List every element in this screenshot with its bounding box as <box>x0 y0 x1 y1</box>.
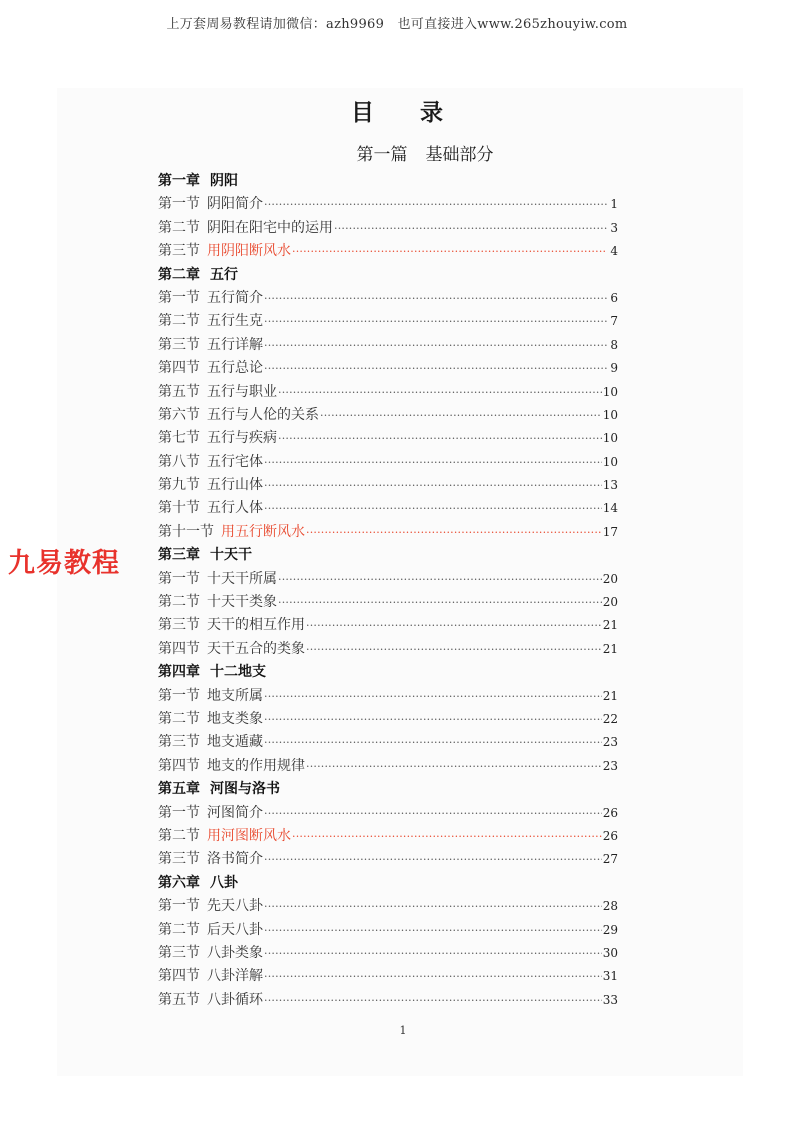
toc-entry[interactable] <box>158 614 618 637</box>
page-ref: 13 <box>602 478 618 493</box>
toc-chapter <box>158 544 618 567</box>
section-title: 十天干所属 <box>207 570 277 587</box>
toc-chapter <box>158 778 618 801</box>
section-number: 第二节 <box>158 827 200 844</box>
dot-leader <box>320 404 602 427</box>
section-number: 第三节 <box>158 734 200 751</box>
page-ref: 4 <box>610 244 618 259</box>
toc-entry[interactable] <box>158 427 618 450</box>
page-ref: 6 <box>610 290 618 305</box>
section-number: 第一节 <box>158 804 200 821</box>
dot-leader <box>264 357 607 380</box>
dot-leader <box>306 521 602 544</box>
page-ref: 21 <box>602 618 618 633</box>
watermark-logo: 九易教程 <box>8 548 120 579</box>
section-number: 第五节 <box>158 383 200 400</box>
dot-leader <box>264 497 602 520</box>
section-title: 地支所属 <box>207 687 263 704</box>
dot-leader <box>264 334 607 357</box>
page-ref: 20 <box>602 595 618 610</box>
toc-entry[interactable] <box>158 802 618 825</box>
section-number: 第七节 <box>158 430 200 447</box>
page-ref: 27 <box>602 852 618 867</box>
section-number: 第九节 <box>158 477 200 494</box>
page-ref: 17 <box>602 524 618 539</box>
section-title: 洛书简介 <box>207 851 263 868</box>
dot-leader <box>264 942 602 965</box>
section-number: 第二节 <box>158 921 200 938</box>
dot-leader <box>264 965 602 988</box>
dot-leader <box>264 895 602 918</box>
page-ref: 10 <box>602 431 618 446</box>
section-number: 第一节 <box>158 898 200 915</box>
toc-entry[interactable] <box>158 217 618 240</box>
page-ref: 9 <box>610 361 618 376</box>
dot-leader <box>264 802 602 825</box>
page-ref: 10 <box>602 407 618 422</box>
title-char-1: 目 <box>351 99 374 126</box>
toc-entry[interactable] <box>158 334 618 357</box>
page-ref: 20 <box>602 571 618 586</box>
toc-entry[interactable] <box>158 965 618 988</box>
dot-leader <box>334 217 607 240</box>
chapter-title: 十天干 <box>210 547 252 564</box>
section-number: 第六节 <box>158 406 200 423</box>
dot-leader <box>278 381 602 404</box>
section-number: 第三节 <box>158 336 200 353</box>
section-number: 第十一节 <box>158 523 214 540</box>
page-ref: 10 <box>602 384 618 399</box>
section-title: 地支遁藏 <box>207 734 263 751</box>
chapter-number: 第五章 <box>158 781 200 798</box>
section-title: 八卦洋解 <box>207 968 263 985</box>
dot-leader <box>292 240 607 263</box>
dot-leader <box>264 685 602 708</box>
section-number: 第二节 <box>158 313 200 330</box>
dot-leader <box>306 755 602 778</box>
dot-leader <box>264 708 602 731</box>
toc-chapter <box>158 170 618 193</box>
dot-leader <box>264 848 602 871</box>
section-number: 第一节 <box>158 289 200 306</box>
dot-leader <box>264 451 602 474</box>
section-number: 第八节 <box>158 453 200 470</box>
page-ref: 14 <box>602 501 618 516</box>
section-number: 第三节 <box>158 851 200 868</box>
toc-entry[interactable] <box>158 381 618 404</box>
section-title: 地支类象 <box>207 710 263 727</box>
page-ref: 31 <box>602 969 618 984</box>
chapter-title: 十二地支 <box>210 664 266 681</box>
page-ref: 1 <box>610 197 618 212</box>
toc-entry[interactable] <box>158 240 618 263</box>
page-ref: 10 <box>602 454 618 469</box>
toc-entry[interactable] <box>158 755 618 778</box>
chapter-number: 第二章 <box>158 266 200 283</box>
section-number: 第四节 <box>158 968 200 985</box>
section-title: 八卦循环 <box>207 991 263 1008</box>
toc-entry[interactable] <box>158 731 618 754</box>
section-title: 阴阳简介 <box>207 196 263 213</box>
section-number: 第十节 <box>158 500 200 517</box>
section-title: 五行与人伦的关系 <box>207 406 319 423</box>
page-ref: 33 <box>602 992 618 1007</box>
page-ref: 29 <box>602 922 618 937</box>
toc-entry[interactable] <box>158 404 618 427</box>
section-title: 天干的相互作用 <box>207 617 305 634</box>
page-ref: 3 <box>610 220 618 235</box>
page-ref: 26 <box>602 805 618 820</box>
dot-leader <box>264 919 602 942</box>
dot-leader <box>264 989 602 1012</box>
toc-chapter <box>158 872 618 895</box>
section-title: 五行总论 <box>207 360 263 377</box>
section-title: 阴阳在阳宅中的运用 <box>207 219 333 236</box>
toc-entry[interactable] <box>158 708 618 731</box>
dot-leader <box>278 427 602 450</box>
toc-entry[interactable] <box>158 310 618 333</box>
section-title: 用河图断风水 <box>207 827 291 844</box>
section-title: 天干五合的类象 <box>207 640 305 657</box>
toc-entry[interactable] <box>158 919 618 942</box>
section-number: 第一节 <box>158 687 200 704</box>
chapter-number: 第四章 <box>158 664 200 681</box>
section-number: 第四节 <box>158 640 200 657</box>
chapter-number: 第一章 <box>158 173 200 189</box>
section-title: 地支的作用规律 <box>207 757 305 774</box>
section-title: 五行山体 <box>207 477 263 494</box>
toc-entry[interactable] <box>158 357 618 380</box>
section-number: 第三节 <box>158 944 200 961</box>
page-ref: 7 <box>610 314 618 329</box>
dot-leader <box>264 287 607 310</box>
part-number: 第一篇 <box>356 145 408 165</box>
title-char-2: 录 <box>420 99 443 126</box>
section-title: 五行与职业 <box>207 383 277 400</box>
section-title: 五行人体 <box>207 500 263 517</box>
section-title: 五行详解 <box>207 336 263 353</box>
section-number: 第二节 <box>158 594 200 611</box>
page-ref: 21 <box>602 688 618 703</box>
section-number: 第一节 <box>158 570 200 587</box>
section-title: 河图简介 <box>207 804 263 821</box>
part-name: 基础部分 <box>425 145 494 165</box>
page-ref: 28 <box>602 899 618 914</box>
dot-leader <box>264 731 602 754</box>
dot-leader <box>292 825 602 848</box>
dot-leader <box>278 568 602 591</box>
section-title: 八卦类象 <box>207 944 263 961</box>
chapter-title: 河图与洛书 <box>210 781 280 798</box>
section-number: 第四节 <box>158 757 200 774</box>
section-title: 先天八卦 <box>207 898 263 915</box>
dot-leader <box>278 591 602 614</box>
dot-leader <box>306 614 602 637</box>
chapter-number: 第三章 <box>158 547 200 564</box>
section-title: 五行简介 <box>207 289 263 306</box>
section-title: 用五行断风水 <box>221 523 305 540</box>
chapter-title: 阴阳 <box>210 173 238 189</box>
toc-entry[interactable] <box>158 591 618 614</box>
page-ref: 22 <box>602 711 618 726</box>
page-number: 1 <box>399 1024 407 1037</box>
section-number: 第三节 <box>158 243 200 260</box>
section-title: 用阴阳断风水 <box>207 243 291 260</box>
toc-entry[interactable] <box>158 989 618 1012</box>
section-title: 五行与疾病 <box>207 430 277 447</box>
section-number: 第一节 <box>158 196 200 213</box>
section-number: 第二节 <box>158 710 200 727</box>
toc-entry[interactable] <box>158 568 618 591</box>
section-title: 十天干类象 <box>207 594 277 611</box>
part-title <box>0 140 794 165</box>
toc-entry[interactable] <box>158 942 618 965</box>
page-ref: 23 <box>602 735 618 750</box>
toc-entry[interactable] <box>158 521 618 544</box>
section-title: 后天八卦 <box>207 921 263 938</box>
toc-entry[interactable] <box>158 451 618 474</box>
section-number: 第四节 <box>158 360 200 377</box>
page-ref: 8 <box>610 337 618 352</box>
toc-entry[interactable] <box>158 497 618 520</box>
page-ref: 26 <box>602 828 618 843</box>
page-ref: 21 <box>602 641 618 656</box>
section-number: 第五节 <box>158 991 200 1008</box>
section-number: 第二节 <box>158 219 200 236</box>
table-of-contents <box>158 170 618 1012</box>
dot-leader <box>306 638 602 661</box>
toc-chapter <box>158 264 618 287</box>
chapter-title: 五行 <box>210 266 238 283</box>
section-number: 第三节 <box>158 617 200 634</box>
toc-entry[interactable] <box>158 895 618 918</box>
chapter-number: 第六章 <box>158 874 200 891</box>
toc-entry[interactable] <box>158 638 618 661</box>
header-note: 上万套周易教程请加微信：azh9969 也可直接进入www.265zhouyiw.com <box>166 17 628 32</box>
toc-chapter <box>158 661 618 684</box>
page-ref: 23 <box>602 758 618 773</box>
section-title: 五行宅体 <box>207 453 263 470</box>
toc-entry[interactable] <box>158 193 618 216</box>
section-title: 五行生克 <box>207 313 263 330</box>
toc-entry[interactable] <box>158 825 618 848</box>
dot-leader <box>264 193 607 216</box>
toc-entry[interactable] <box>158 287 618 310</box>
page-ref: 30 <box>602 945 618 960</box>
toc-entry[interactable] <box>158 474 618 497</box>
dot-leader <box>264 310 607 333</box>
chapter-title: 八卦 <box>210 874 238 891</box>
toc-entry[interactable] <box>158 848 618 871</box>
page-title <box>0 94 794 127</box>
dot-leader <box>264 474 602 497</box>
toc-entry[interactable] <box>158 685 618 708</box>
